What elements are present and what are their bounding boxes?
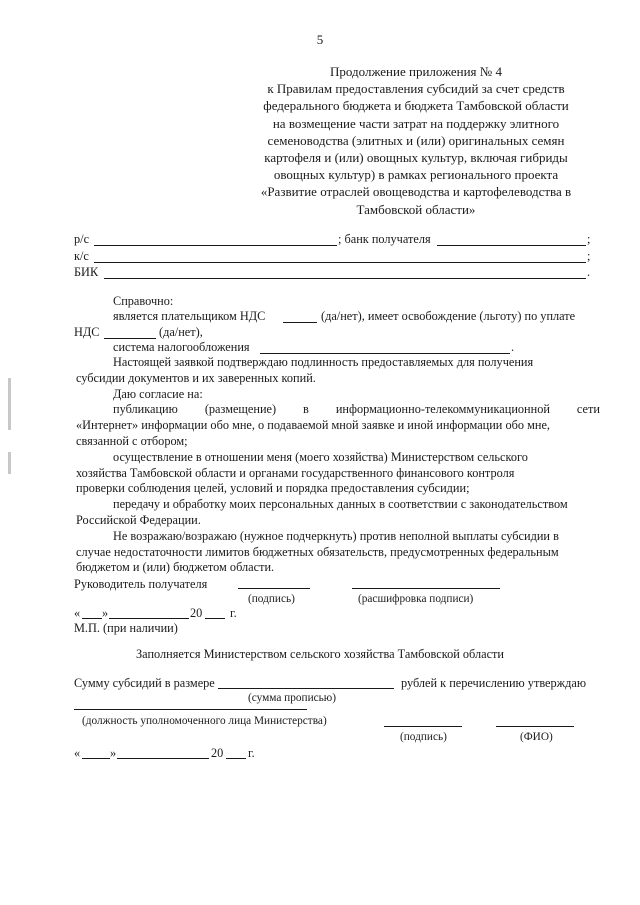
tax-system-end: . [511, 340, 515, 354]
bik-field[interactable] [104, 278, 586, 279]
sum-caption: (сумма прописью) [248, 692, 336, 704]
ks-end: ; [587, 249, 591, 263]
head-label: Руководитель получателя [74, 577, 208, 591]
position-field[interactable] [74, 709, 307, 710]
ministry-sign-caption: (подпись) [400, 731, 447, 743]
header-line: Тамбовской области» [356, 201, 476, 217]
bik-label: БИК [74, 265, 99, 279]
objection-line: бюджетом и (или) бюджетом области. [76, 560, 275, 575]
stamp-label: М.П. (при наличии) [74, 621, 178, 635]
ministry-date-year-field[interactable] [226, 758, 246, 759]
fio-caption: (ФИО) [520, 731, 553, 743]
header-line: картофеля и (или) овощных культур, включая гибриды [264, 150, 568, 166]
inspection-line: проверки соблюдения целей, условий и порядка предоставления субсидии; [76, 481, 470, 496]
date-year: 20 [190, 606, 203, 620]
bank-label: ; банк получателя [338, 232, 431, 246]
header-line: федерального бюджета и бюджета Тамбовской области [263, 98, 569, 114]
ministry-signature-field[interactable] [384, 726, 462, 727]
date-open: « [74, 606, 81, 620]
ministry-date-open: « [74, 746, 81, 760]
position-caption: (должность уполномоченного лица Министерства) [82, 715, 327, 727]
appendix-header [228, 63, 604, 218]
ministry-fio-field[interactable] [496, 726, 574, 727]
publication-line [76, 402, 600, 418]
bank-name-field[interactable] [437, 245, 586, 246]
page-number: 5 [316, 32, 324, 47]
vat-payer-field[interactable] [283, 322, 317, 323]
reference-title: Справочно: [113, 294, 174, 308]
tax-system-field[interactable] [260, 353, 510, 354]
statements-block [76, 355, 600, 576]
ministry-date-month-field[interactable] [117, 758, 209, 759]
objection-line: случае недостаточности лимитов бюджетных обязательств, предусмотренных федеральным [76, 544, 559, 559]
bik-end: . [587, 265, 591, 279]
date-end: г. [230, 606, 237, 620]
date-mid: » [102, 606, 109, 620]
ks-label: к/с [74, 249, 89, 263]
date-year-field[interactable] [205, 618, 225, 619]
header-line: к Правилам предоставления субсидий за счет средств [267, 81, 565, 97]
publication-word: информационно-телекоммуникационной [335, 402, 550, 417]
header-line: Продолжение приложения № 4 [330, 64, 502, 79]
date-day-field[interactable] [82, 618, 102, 619]
inspection-line: хозяйства Тамбовской области и органами государственного финансового контроля [76, 465, 515, 480]
header-line: на возмещение части затрат на поддержку элитного [272, 115, 560, 131]
vat-yes-no: (да/нет), [159, 325, 203, 339]
vat-exemption-label: (да/нет), имеет освобождение (льготу) по уплате [321, 309, 576, 323]
rs-field[interactable] [94, 245, 337, 246]
sign-caption: (подпись) [248, 593, 295, 605]
publication-word: (размещение) [204, 402, 277, 417]
head-name-field[interactable] [352, 588, 500, 589]
confirm-line: субсидии документов и их заверенных копий. [76, 370, 316, 385]
rs-label: р/с [74, 232, 90, 246]
ministry-date-day-field[interactable] [82, 758, 110, 759]
bank-end: ; [587, 232, 591, 246]
publication-line: «Интернет» информации обо мне, о подаваемой мной заявке и иной информации обо мне, [76, 418, 550, 433]
scan-margin-mark [8, 452, 11, 474]
ministry-date-mid: » [110, 746, 117, 760]
confirm-line: Настоящей заявкой подтверждаю подлинность предоставляемых для получения [113, 355, 534, 369]
decode-caption: (расшифровка подписи) [358, 593, 474, 605]
ks-field[interactable] [94, 262, 586, 263]
sum-label: Сумму субсидий в размере [74, 676, 215, 690]
inspection-line: осуществление в отношении меня (моего хозяйства) Министерством сельского [113, 449, 528, 464]
header-line: «Развитие отраслей овощеводства и картофелеводства в [260, 184, 572, 200]
tax-system-label: система налогообложения [113, 340, 250, 354]
consent-title: Даю согласие на: [113, 386, 203, 401]
publication-word: сети [576, 402, 600, 417]
header-line: семеноводства (элитных и (или) оригинальных семян [267, 132, 565, 148]
publication-line: связанной с отбором; [76, 433, 188, 448]
header-line: овощных культур) в рамках регионального проекта [273, 167, 559, 183]
sum-field[interactable] [218, 688, 394, 689]
publication-word: публикацию [113, 402, 178, 417]
ministry-title: Заполняется Министерством сельского хозяйства Тамбовской области [136, 647, 504, 661]
sum-end: рублей к перечислению утверждаю [401, 676, 587, 690]
vat-label: НДС [74, 325, 100, 339]
head-signature-field[interactable] [238, 588, 310, 589]
scan-margin-mark [8, 378, 11, 430]
personal-data-line: Российской Федерации. [76, 512, 201, 527]
ministry-date-year: 20 [211, 746, 224, 760]
date-month-field[interactable] [109, 618, 189, 619]
personal-data-line: передачу и обработку моих персональных данных в соответствии с законодательством [113, 497, 568, 512]
vat-payer-label: является плательщиком НДС [113, 309, 266, 323]
ministry-date-end: г. [248, 746, 255, 760]
publication-word: в [303, 402, 309, 417]
objection-line: Не возражаю/возражаю (нужное подчеркнуть) против неполной выплаты субсидии в [113, 528, 559, 543]
